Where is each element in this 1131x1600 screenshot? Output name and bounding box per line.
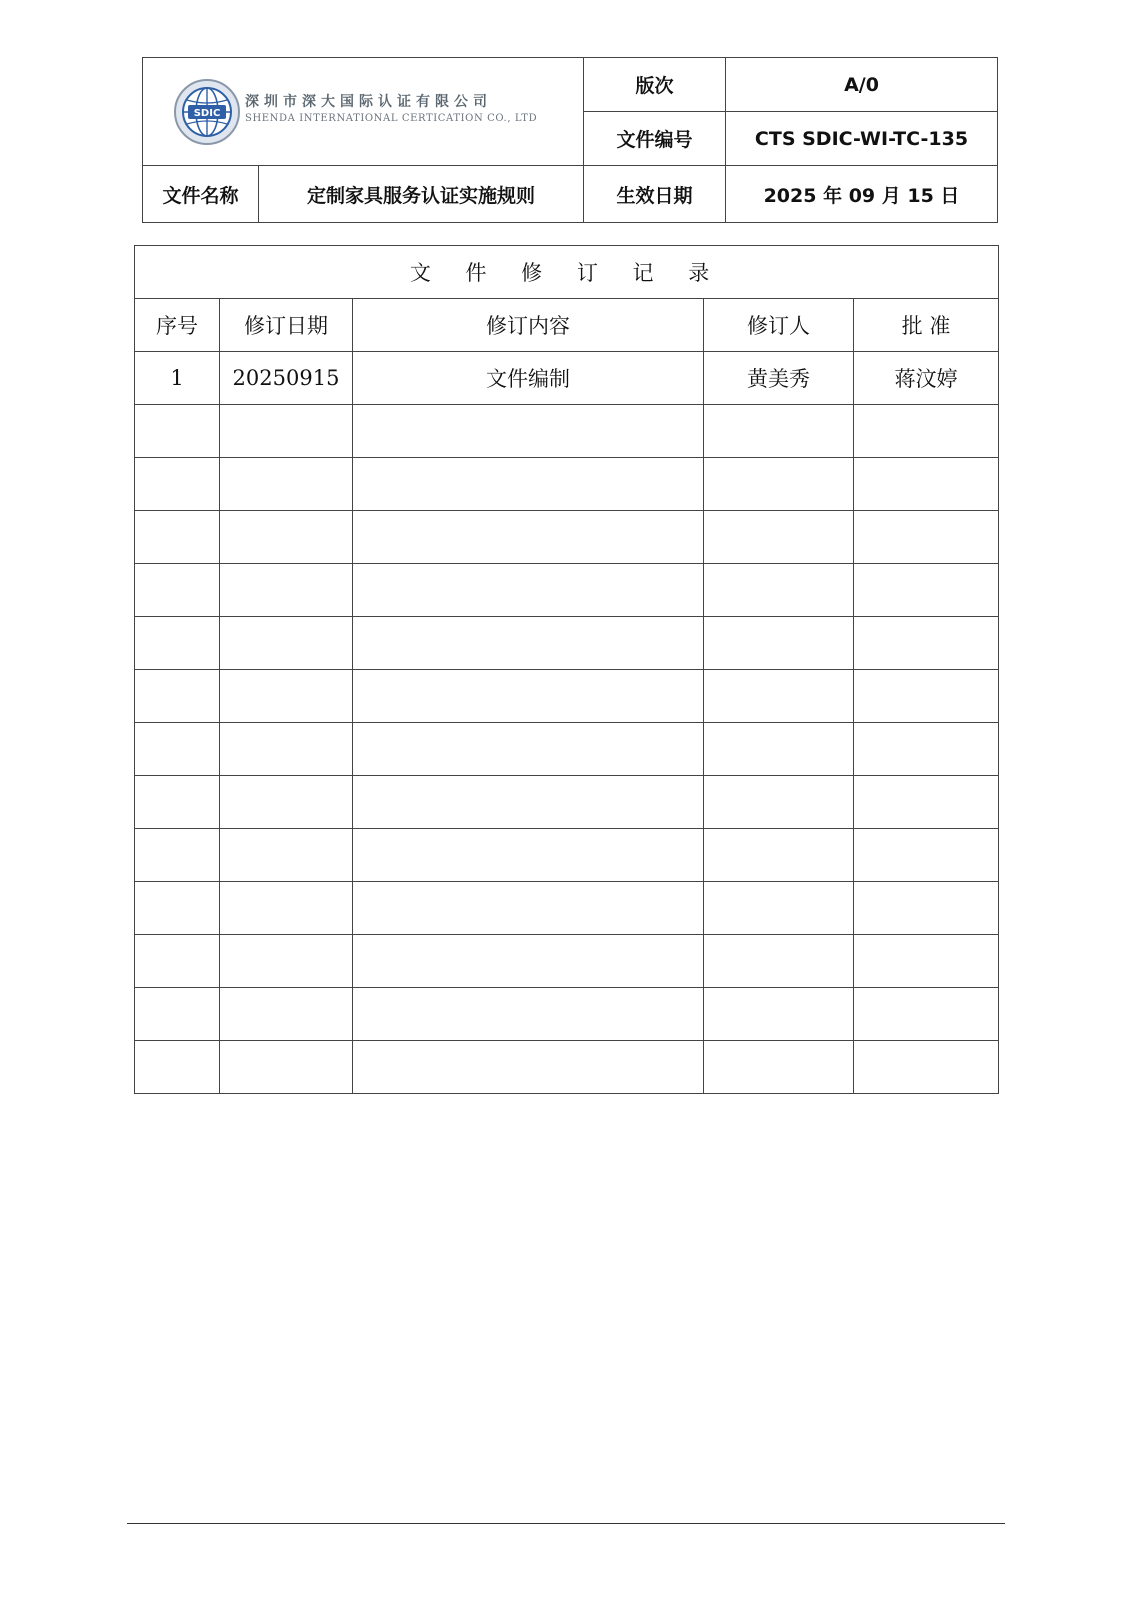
table-row (135, 670, 999, 723)
table-row (135, 617, 999, 670)
cell-approver (854, 511, 999, 564)
cell-date (220, 458, 353, 511)
revision-table-header-row (135, 299, 999, 352)
table-row (135, 564, 999, 617)
footer-divider (127, 1523, 1005, 1524)
cell-approver (854, 617, 999, 670)
doc-no-label: 文件编号 (584, 112, 726, 166)
cell-content (353, 882, 704, 935)
cell-approver (854, 988, 999, 1041)
cell-reviser (704, 829, 854, 882)
cell-content (353, 617, 704, 670)
cell-seq (135, 1041, 220, 1094)
cell-approver (854, 935, 999, 988)
version-value: A/0 (726, 58, 998, 112)
cell-approver (854, 458, 999, 511)
table-row (135, 723, 999, 776)
cell-seq (135, 458, 220, 511)
cell-content (353, 564, 704, 617)
cell-content (353, 511, 704, 564)
cell-approver (854, 1041, 999, 1094)
column-header: 批 准 (854, 299, 999, 352)
cell-date (220, 1041, 353, 1094)
cell-seq (135, 776, 220, 829)
table-row (135, 935, 999, 988)
cell-seq (135, 564, 220, 617)
cell-approver (854, 829, 999, 882)
cell-reviser: 黄美秀 (704, 352, 854, 405)
cell-reviser (704, 723, 854, 776)
table-row (135, 405, 999, 458)
cell-reviser (704, 617, 854, 670)
cell-seq (135, 829, 220, 882)
company-logo-cell (143, 58, 584, 166)
cell-seq (135, 935, 220, 988)
doc-no-value: CTS SDIC-WI-TC-135 (726, 112, 998, 166)
cell-seq (135, 617, 220, 670)
cell-approver (854, 776, 999, 829)
cell-date: 20250915 (220, 352, 353, 405)
company-logo (173, 78, 241, 146)
cell-reviser (704, 564, 854, 617)
cell-content (353, 935, 704, 988)
cell-approver (854, 564, 999, 617)
doc-name-label: 文件名称 (143, 166, 259, 223)
revision-record-table (134, 245, 999, 1094)
cell-content (353, 776, 704, 829)
cell-content (353, 458, 704, 511)
cell-reviser (704, 511, 854, 564)
table-row (135, 988, 999, 1041)
cell-seq (135, 988, 220, 1041)
cell-approver (854, 723, 999, 776)
cell-content (353, 670, 704, 723)
cell-reviser (704, 458, 854, 511)
cell-date (220, 882, 353, 935)
cell-seq (135, 670, 220, 723)
column-header: 序号 (135, 299, 220, 352)
table-row (135, 776, 999, 829)
effective-date-value: 2025 年 09 月 15 日 (726, 166, 998, 223)
cell-seq (135, 723, 220, 776)
document-header-table (142, 57, 998, 223)
company-name-en: SHENDA INTERNATIONAL CERTICATION CO., LTD (245, 112, 538, 124)
logo-text: SDIC (193, 107, 221, 119)
cell-seq (135, 511, 220, 564)
cell-content: 文件编制 (353, 352, 704, 405)
cell-reviser (704, 405, 854, 458)
table-row (135, 511, 999, 564)
cell-date (220, 829, 353, 882)
version-label: 版次 (584, 58, 726, 112)
table-row (135, 1041, 999, 1094)
cell-reviser (704, 1041, 854, 1094)
cell-reviser (704, 935, 854, 988)
cell-date (220, 776, 353, 829)
cell-content (353, 1041, 704, 1094)
cell-approver: 蒋汶婷 (854, 352, 999, 405)
cell-reviser (704, 670, 854, 723)
cell-reviser (704, 988, 854, 1041)
cell-date (220, 511, 353, 564)
cell-reviser (704, 776, 854, 829)
cell-content (353, 829, 704, 882)
cell-date (220, 405, 353, 458)
revision-table-title: 文 件 修 订 记 录 (135, 246, 999, 299)
cell-seq (135, 405, 220, 458)
cell-date (220, 935, 353, 988)
column-header: 修订日期 (220, 299, 353, 352)
cell-approver (854, 405, 999, 458)
cell-date (220, 988, 353, 1041)
company-name-cn: 深圳市深大国际认证有限公司 (245, 93, 492, 110)
doc-name-value: 定制家具服务认证实施规则 (259, 166, 584, 223)
cell-content (353, 723, 704, 776)
cell-content (353, 988, 704, 1041)
cell-approver (854, 670, 999, 723)
cell-seq (135, 882, 220, 935)
table-row (135, 829, 999, 882)
cell-date (220, 670, 353, 723)
table-row (135, 458, 999, 511)
column-header: 修订人 (704, 299, 854, 352)
table-row (135, 882, 999, 935)
cell-date (220, 564, 353, 617)
cell-date (220, 617, 353, 670)
cell-content (353, 405, 704, 458)
cell-reviser (704, 882, 854, 935)
column-header: 修订内容 (353, 299, 704, 352)
table-row (135, 352, 999, 405)
cell-approver (854, 882, 999, 935)
cell-date (220, 723, 353, 776)
effective-date-label: 生效日期 (584, 166, 726, 223)
cell-seq: 1 (135, 352, 220, 405)
